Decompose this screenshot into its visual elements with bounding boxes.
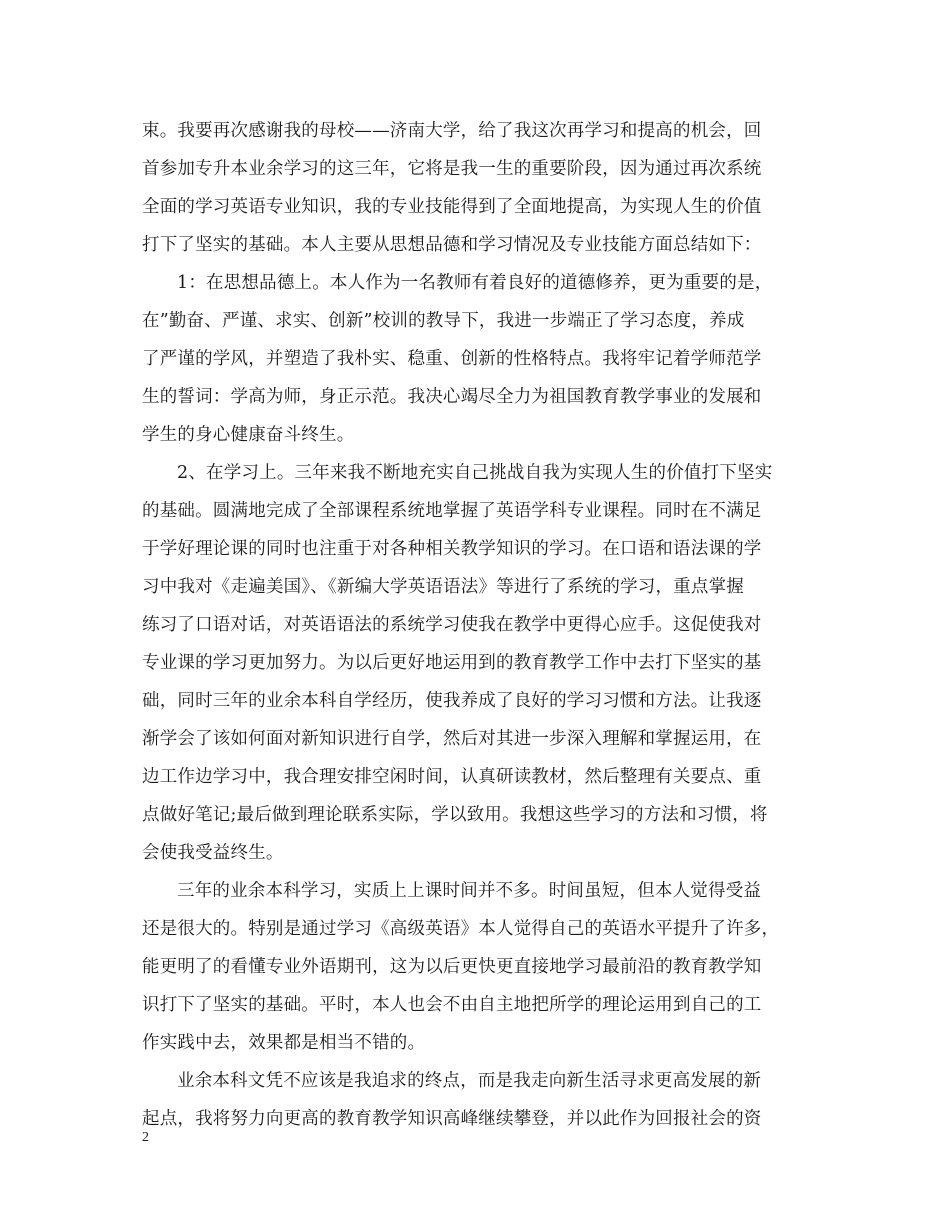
text-line: 全面的学习英语专业知识，我的专业技能得到了全面地提高，为实现人生的价值 (142, 197, 762, 217)
text-line: 起点，我将努力向更高的教育教学知识高峰继续攀登，并以此作为回报社会的资 (142, 1109, 762, 1129)
text-line: 识打下了坚实的基础。平时，本人也会不由自主地把所学的理论运用到自己的工 (142, 995, 762, 1015)
text-line: 会使我受益终生。 (142, 843, 284, 863)
text-line: 了严谨的学风，并塑造了我朴实、稳重、创新的性格特点。我将牢记着学师范学 (142, 349, 762, 369)
text-line: 边工作边学习中，我合理安排空闲时间，认真研读教材，然后整理有关要点、重 (142, 767, 762, 787)
text-line: 束。我要再次感谢我的母校——济南大学，给了我这次再学习和提高的机会，回 (142, 121, 762, 141)
text-line: 于学好理论课的同时也注重于对各种相关教学知识的学习。在口语和语法课的学 (142, 539, 762, 559)
text-line: 三年的业余本科学习，实质上上课时间并不多。时间虽短，但本人觉得受益 (177, 881, 762, 901)
text-line: 在”勤奋、严谨、求实、创新”校训的教导下，我进一步端正了学习态度，养成 (142, 311, 745, 331)
text-line: 业余本科文凭不应该是我追求的终点，而是我走向新生活寻求更高发展的新 (177, 1071, 762, 1091)
text-line: 打下了坚实的基础。本人主要从思想品德和学习情况及专业技能方面总结如下： (142, 235, 762, 255)
text-line: 专业课的学习更加努力。为以后更好地运用到的教育教学工作中去打下坚实的基 (142, 653, 762, 673)
text-line: 点做好笔记;最后做到理论联系实际，学以致用。我想这些学习的方法和习惯，将 (142, 805, 768, 825)
text-line: 能更明了的看懂专业外语期刊，这为以后更快更直接地学习最前沿的教育教学知 (142, 957, 762, 977)
text-line: 学生的身心健康奋斗终生。 (142, 425, 355, 445)
text-line: 习中我对《走遍美国》、《新编大学英语语法》等进行了系统的学习，重点掌握 (142, 577, 744, 597)
text-line: 2、在学习上。三年来我不断地充实自己挑战自我为实现人生的价值打下坚实 (177, 463, 773, 483)
text-line: 的基础。圆满地完成了全部课程系统地掌握了英语学科专业课程。同时在不满足 (142, 501, 762, 521)
text-line: 首参加专升本业余学习的这三年，它将是我一生的重要阶段，因为通过再次系统 (142, 159, 762, 179)
text-line: 1：在思想品德上。本人作为一名教师有着良好的道德修养，更为重要的是， (177, 273, 773, 293)
document-body (142, 112, 810, 1138)
text-line: 还是很大的。特别是通过学习《高级英语》本人觉得自己的英语水平提升了许多， (142, 919, 780, 939)
text-line: 练习了口语对话，对英语语法的系统学习使我在教学中更得心应手。这促使我对 (142, 615, 762, 635)
text-line: 渐学会了该如何面对新知识进行自学，然后对其进一步深入理解和掌握运用，在 (142, 729, 762, 749)
page-number: 2 (142, 1130, 149, 1145)
text-line: 生的誓词：学高为师，身正示范。我决心竭尽全力为祖国教育教学事业的发展和 (142, 387, 762, 407)
text-line: 作实践中去，效果都是相当不错的。 (142, 1033, 426, 1053)
text-line: 础，同时三年的业余本科自学经历，使我养成了良好的学习习惯和方法。让我逐 (142, 691, 762, 711)
